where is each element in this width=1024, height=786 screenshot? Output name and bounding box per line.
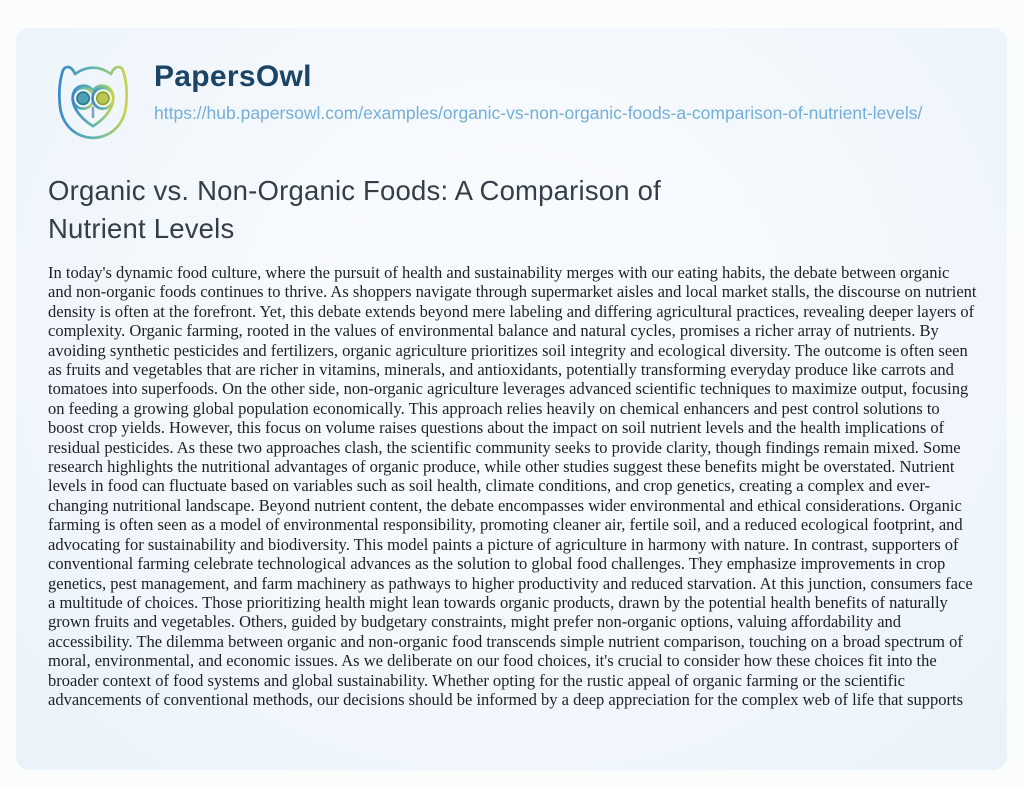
article-body: In today's dynamic food culture, where the pursuit of health and sustainability merges with our eating habits, the debate between organic and non-organic foods continues to thrive. As shoppers navigate through supermarket aisles and local market stalls, the discourse on nutrient density is often at the forefront. Yet, this debate extends beyond mere labeling and differing agricultural practices, revealing deeper layers of complexity. Organic farming, rooted in the values of environmental balance and natural cycles, promises a richer array of nutrients. By avoiding synthetic pesticides and fertilizers, organic agriculture prioritizes soil integrity and ecological diversity. The outcome is often seen as fruits and vegetables that are richer in vitamins, minerals, and antioxidants, potentially transforming everyday produce like carrots and tomatoes into superfoods. On the other side, non-organic agriculture leverages advanced scientific techniques to maximize output, focusing on feeding a growing global population economically. This approach relies heavily on chemical enhancers and pest control solutions to boost crop yields. However, this focus on volume raises questions about the impact on soil nutrient levels and the health implications of residual pesticides. As these two approaches clash, the scientific community seeks to provide clarity, though findings remain mixed. Some research highlights the nutritional advantages of organic produce, while other studies suggest these benefits might be overstated. Nutrient levels in food can fluctuate based on variables such as soil health, climate conditions, and crop genetics, creating a complex and ever-changing nutritional landscape. Beyond nutrient content, the debate encompasses wider environmental and ethical considerations. Organic farming is often seen as a model of environmental responsibility, promoting cleaner air, fertile soil, and a reduced ecological footprint, and advocating for sustainability and biodiversity. This model paints a picture of agriculture in harmony with nature. In contrast, supporters of conventional farming celebrate technological advances as the solution to global food challenges. They emphasize improvements in crop genetics, pest management, and farm machinery as pathways to higher productivity and reduced starvation. At this junction, consumers face a multitude of choices. Those prioritizing health might lean towards organic products, drawn by the potential health benefits of naturally grown fruits and vegetables. Others, guided by budgetary constraints, might prefer non-organic options, valuing affordability and accessibility. The dilemma between organic and non-organic food transcends simple nutrient comparison, touching on a broad spectrum of moral, environmental, and economic issues. As we deliberate on our food choices, it's crucial to consider how these choices fit into the broader context of food systems and global sustainability. Whether opting for the rustic appeal of organic farming or the scientific advancements of conventional methods, our decisions should be informed by a deep appreciation for the complex web of life that supports [48, 263, 977, 709]
page-title: Organic vs. Non-Organic Foods: A Comparison of Nutrient Levels [48, 175, 661, 244]
site-header [48, 56, 977, 146]
site-meta [154, 56, 922, 126]
content-card [16, 28, 1007, 770]
brand-name: PapersOwl [154, 60, 312, 93]
source-url-link[interactable]: https://hub.papersowl.com/examples/organic-vs-non-organic-foods-a-comparison-of-nutrient-levels/ [154, 103, 923, 123]
owl-logo-icon [48, 56, 138, 146]
